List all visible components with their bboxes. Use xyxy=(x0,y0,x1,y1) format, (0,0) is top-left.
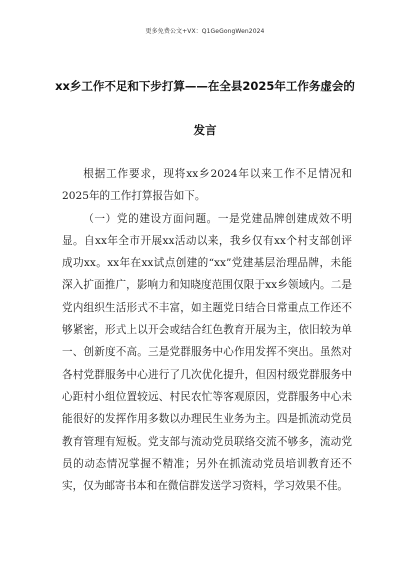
document-title-line-1: xx乡工作不足和下步打算——在全县2025年工作务虚会的 xyxy=(55,79,355,93)
document-body xyxy=(62,163,352,497)
document-title-line-2: 发言 xyxy=(193,123,217,137)
header-note: 更多免费公文+VX：Q1GeGongWen2024 xyxy=(145,28,265,35)
intro-paragraph: 根据工作要求，现将xx乡2024年以来工作不足情况和2025年的工作打算报告如下。 xyxy=(62,168,352,203)
party-building-paragraph: （一）党的建设方面问题。一是党建品牌创建成效不明显。自xx年全市开展xx活动以来，我乡仅有xx个村支部创评成功xx。xx年在xx试点创建的“xx”党建基层治理品牌，未能深入扩面推广，影响力和知晓度范围仅限于xx乡领域内。二是党内组织生活形式不丰富，如主题党日结合日常重点工作还不够紧密，形式上以开会或结合红色教育开展为主，依旧较为单一、创新度不高。三是党群服务中心作用发挥不突出。虽然对各村党群服务中心进行了几次优化提升，但因村级党群服务中心距村小组位置较远、村民农忙等客观原因，党群服务中心未能很好的发挥作用多数以办理民生业务为主。四是抓流动党员教育管理有短板。党支部与流动党员联络交流不够多，流动党员的动态情况掌握不精准；另外在抓流动党员培训教育还不实，仅为邮寄书本和在微信群发送学习资料，学习效果不佳。 xyxy=(62,212,352,493)
